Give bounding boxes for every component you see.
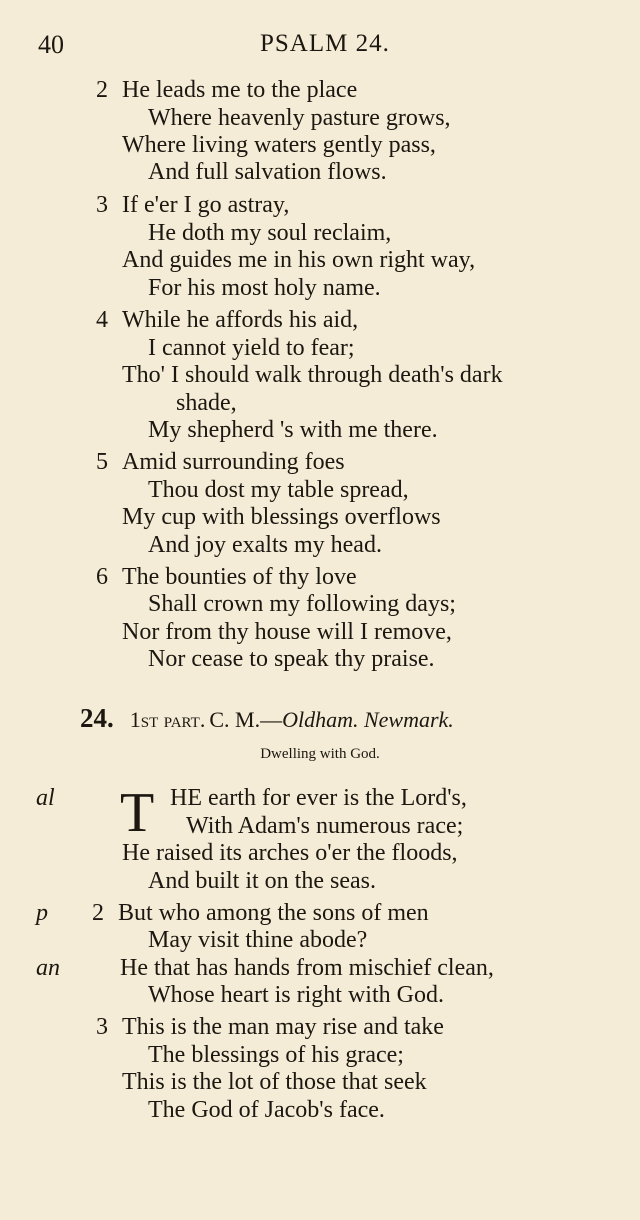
stanza-line: My shepherd 's with me there. [148, 417, 438, 443]
stanza-line: Shall crown my following days; [148, 591, 456, 617]
stanza-line: 2 He leads me to the place [96, 77, 358, 103]
margin-mark: an [36, 955, 60, 981]
stanza-line: 5 Amid surrounding foes [96, 449, 345, 475]
page-number: 40 [38, 30, 64, 59]
stanza-line: 4 While he affords his aid, [96, 307, 359, 333]
stanza-line: And full salvation flows. [148, 159, 387, 185]
stanza-line: And joy exalts my head. [148, 532, 382, 558]
stanza-number: 3 [96, 192, 108, 218]
stanza-line: Nor cease to speak thy praise. [148, 646, 435, 672]
hymn-tunes: Oldham. Newmark. [282, 707, 454, 732]
stanza-number: 2 [92, 900, 104, 926]
page-header [0, 30, 640, 64]
stanza-number: 4 [96, 307, 108, 333]
hymn-part: 1st part. [129, 707, 206, 732]
stanza-line: With Adam's numerous race; [186, 813, 464, 839]
stanza-number: 6 [96, 564, 108, 590]
stanza-line: 3 This is the man may rise and take [96, 1014, 444, 1040]
stanza-line: My cup with blessings overflows [122, 504, 441, 530]
margin-mark: p [36, 900, 48, 926]
stanza-line: Where heavenly pasture grows, [148, 105, 451, 131]
stanza-line: And built it on the seas. [148, 868, 376, 894]
stanza-line: I cannot yield to fear; [148, 335, 355, 361]
running-title: PSALM 24. [260, 30, 390, 57]
stanza-line: Whose heart is right with God. [148, 982, 444, 1008]
stanza-line: For his most holy name. [148, 275, 381, 301]
stanza-line: The God of Jacob's face. [148, 1097, 385, 1123]
stanza-line: May visit thine abode? [148, 927, 368, 953]
stanza-line: He raised its arches o'er the floods, [122, 840, 458, 866]
drop-cap: T [120, 782, 155, 844]
stanza-line: 3 If e'er I go astray, [96, 192, 290, 218]
hymn-subtitle: Dwelling with God. [260, 746, 380, 762]
stanza-line: He that has hands from mischief clean, [120, 955, 494, 981]
margin-mark: al [36, 785, 55, 811]
stanza-line: He doth my soul reclaim, [148, 220, 392, 246]
hymn-meter: C. M.— [209, 707, 283, 732]
stanza-line: shade, [176, 390, 237, 416]
stanza-line: This is the lot of those that seek [122, 1069, 427, 1095]
stanza-line: HE earth for ever is the Lord's, [170, 785, 467, 811]
hymn-number: 24. [80, 703, 114, 733]
stanza-line: Thou dost my table spread, [148, 477, 409, 503]
stanza-line: Nor from thy house will I remove, [122, 619, 452, 645]
stanza-number: 3 [96, 1014, 108, 1040]
stanza-line: Where living waters gently pass, [122, 132, 436, 158]
stanza-line: The blessings of his grace; [148, 1042, 404, 1068]
stanza-line: 2 But who among the sons of men [92, 900, 429, 926]
stanza-line: 6 The bounties of thy love [96, 564, 357, 590]
hymn-heading [80, 703, 454, 734]
stanza-line: Tho' I should walk through death's dark [122, 362, 503, 388]
stanza-line: And guides me in his own right way, [122, 247, 476, 273]
stanza-number: 5 [96, 449, 108, 475]
stanza-number: 2 [96, 77, 108, 103]
